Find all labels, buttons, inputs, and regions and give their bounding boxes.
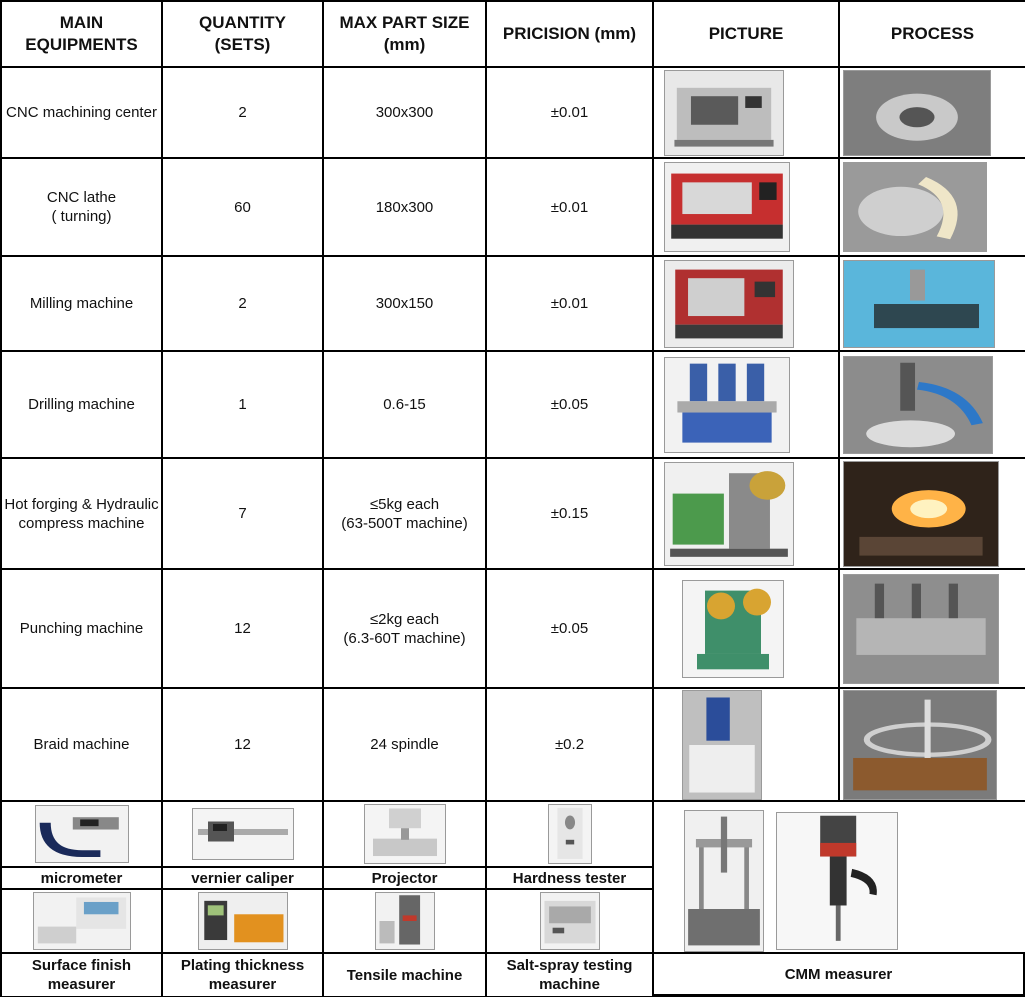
picture-cell	[653, 67, 839, 158]
instrument-label: micrometer	[1, 867, 162, 889]
process-cell	[839, 569, 1025, 688]
process-cell	[839, 458, 1025, 569]
instrument-label: Salt-spray testing machine	[486, 953, 653, 997]
header-size: MAX PART SIZE (mm)	[323, 1, 486, 67]
cnc-machining-center-photo-icon	[664, 70, 784, 156]
tensile-machine-icon	[375, 892, 435, 950]
quantity-cell: 12	[162, 569, 323, 688]
punching-machine-photo-icon	[682, 580, 784, 678]
precision-cell: ±0.05	[486, 351, 653, 458]
forging-process-photo-icon	[843, 461, 999, 567]
drilling-machine-photo-icon	[664, 357, 790, 453]
table-row	[1, 458, 1025, 569]
table-row	[1, 351, 1025, 458]
picture-cell	[653, 569, 839, 688]
quantity-cell: 12	[162, 688, 323, 801]
quantity-cell: 60	[162, 158, 323, 256]
salt-spray-tester-icon	[540, 892, 600, 950]
instrument-image-cell	[323, 801, 486, 867]
instrument-label: Plating thickness measurer	[162, 953, 323, 997]
process-cell	[839, 256, 1025, 351]
quantity-cell: 2	[162, 67, 323, 158]
instrument-image-row	[1, 801, 1025, 867]
machining-process-photo-icon	[843, 70, 991, 156]
precision-cell: ±0.15	[486, 458, 653, 569]
instrument-image-cell	[486, 801, 653, 867]
size-cell: 300x300	[323, 67, 486, 158]
instrument-image-cell	[162, 889, 323, 953]
table-row	[1, 688, 1025, 801]
milling-machine-photo-icon	[664, 260, 794, 348]
table-row	[1, 158, 1025, 256]
picture-cell	[653, 351, 839, 458]
equipment-cell: CNC machining center	[1, 67, 162, 158]
instrument-label: Projector	[323, 867, 486, 889]
quantity-cell: 1	[162, 351, 323, 458]
micrometer-icon	[35, 805, 129, 863]
process-cell	[839, 67, 1025, 158]
precision-cell: ±0.01	[486, 158, 653, 256]
table-row	[1, 67, 1025, 158]
size-cell: 180x300	[323, 158, 486, 256]
mcp-probe-icon	[776, 812, 898, 950]
precision-cell: ±0.05	[486, 569, 653, 688]
braid-machine-photo-icon	[682, 690, 762, 800]
header-quantity: QUANTITY (SETS)	[162, 1, 323, 67]
equipment-cell: Milling machine	[1, 256, 162, 351]
size-cell: 24 spindle	[323, 688, 486, 801]
process-cell	[839, 688, 1025, 801]
header-precision: PRICISION (mm)	[486, 1, 653, 67]
picture-cell	[653, 458, 839, 569]
instrument-label: Surface finish measurer	[1, 953, 162, 997]
instrument-image-cell	[486, 889, 653, 953]
instrument-label: vernier caliper	[162, 867, 323, 889]
size-cell: ≤2kg each (6.3-60T machine)	[323, 569, 486, 688]
instrument-label: Tensile machine	[323, 953, 486, 997]
instrument-image-cell	[162, 801, 323, 867]
table-row	[1, 256, 1025, 351]
size-cell: 300x150	[323, 256, 486, 351]
header-process: PROCESS	[839, 1, 1025, 67]
picture-cell	[653, 688, 839, 801]
vernier-caliper-icon	[192, 808, 294, 860]
picture-cell	[653, 256, 839, 351]
projector-icon	[364, 804, 446, 864]
header-picture: PICTURE	[653, 1, 839, 67]
process-cell	[839, 158, 1025, 256]
instrument-image-cell	[1, 889, 162, 953]
header-equipment: MAIN EQUIPMENTS	[1, 1, 162, 67]
cnc-lathe-photo-icon	[664, 162, 790, 252]
quantity-cell: 7	[162, 458, 323, 569]
equipment-cell: Punching machine	[1, 569, 162, 688]
cmm-machine-icon	[684, 810, 764, 952]
hardness-tester-icon	[548, 804, 592, 864]
forging-press-photo-icon	[664, 462, 794, 566]
size-cell: ≤5kg each (63-500T machine)	[323, 458, 486, 569]
picture-cell	[653, 158, 839, 256]
drilling-process-photo-icon	[843, 356, 993, 454]
surface-finish-measurer-icon	[33, 892, 131, 950]
process-cell	[839, 351, 1025, 458]
turning-process-photo-icon	[843, 162, 987, 252]
precision-cell: ±0.01	[486, 256, 653, 351]
precision-cell: ±0.2	[486, 688, 653, 801]
equipment-cell: Drilling machine	[1, 351, 162, 458]
header-row	[1, 1, 1025, 67]
punching-process-photo-icon	[843, 574, 999, 684]
instrument-label: Hardness tester	[486, 867, 653, 889]
equipment-cell: CNC lathe ( turning)	[1, 158, 162, 256]
table-row	[1, 569, 1025, 688]
instrument-image-cell	[323, 889, 486, 953]
quantity-cell: 2	[162, 256, 323, 351]
instrument-image-cell	[1, 801, 162, 867]
precision-cell: ±0.01	[486, 67, 653, 158]
braiding-process-photo-icon	[843, 690, 997, 800]
cmm-label: CMM measurer	[652, 952, 1025, 996]
size-cell: 0.6-15	[323, 351, 486, 458]
plating-thickness-measurer-icon	[198, 892, 288, 950]
equipment-cell: Hot forging & Hydraulic compress machine	[1, 458, 162, 569]
equipment-cell: Braid machine	[1, 688, 162, 801]
milling-process-photo-icon	[843, 260, 995, 348]
